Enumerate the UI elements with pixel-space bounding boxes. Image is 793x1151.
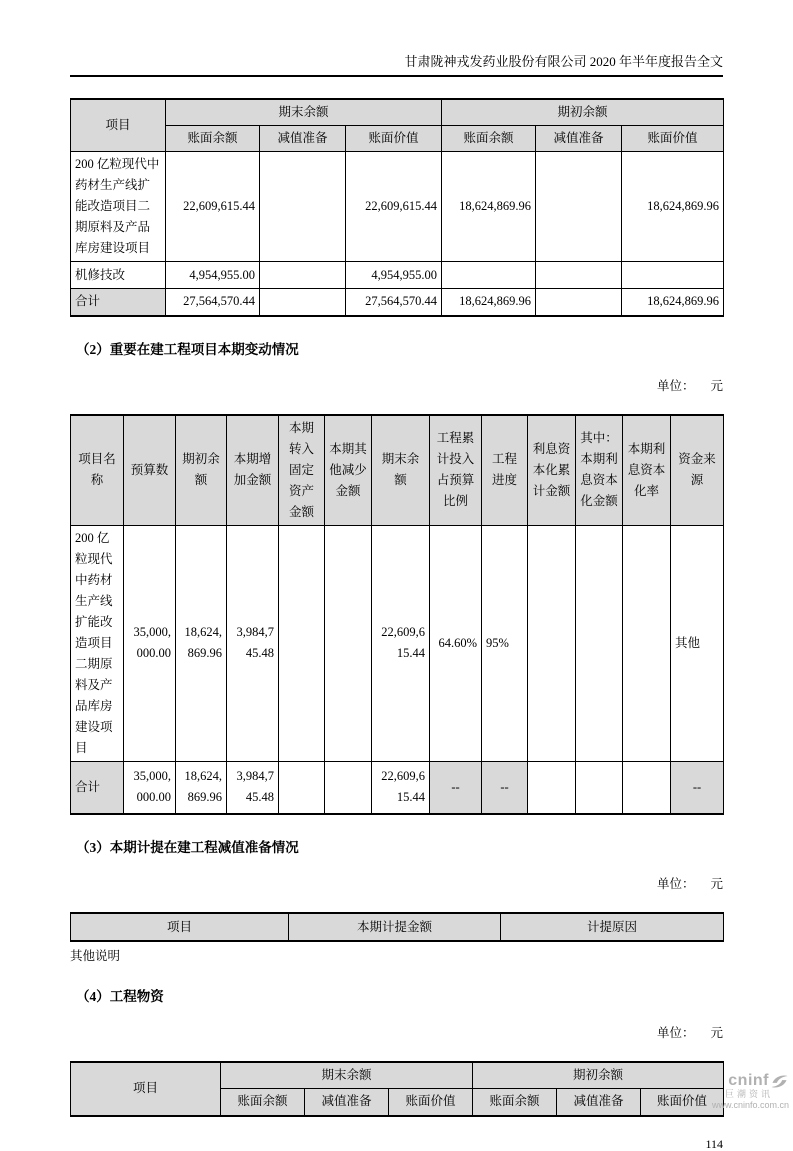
header-cell: 账面价值 bbox=[346, 126, 442, 152]
table-header-row bbox=[71, 913, 724, 941]
header-cell: 期初余额 bbox=[442, 99, 724, 126]
data-cell: 18,624,869.96 bbox=[442, 152, 536, 262]
other-note: 其他说明 bbox=[70, 949, 121, 963]
data-cell: 4,954,955.00 bbox=[346, 262, 442, 289]
unit-label: 单位： bbox=[656, 877, 695, 891]
unit-line bbox=[70, 379, 723, 393]
data-cell bbox=[528, 761, 576, 814]
data-cell bbox=[279, 761, 325, 814]
cip-changes-table bbox=[70, 414, 724, 816]
data-cell: 35,000,000.00 bbox=[124, 525, 176, 761]
header-cell: 本期其他减少金额 bbox=[325, 415, 372, 526]
data-cell bbox=[622, 262, 724, 289]
cip-balance-table bbox=[70, 98, 724, 317]
total-row bbox=[71, 761, 724, 814]
data-cell bbox=[576, 525, 623, 761]
data-cell: -- bbox=[482, 761, 528, 814]
data-cell: 18,624,869.96 bbox=[176, 525, 227, 761]
logo-row bbox=[697, 1073, 789, 1089]
project-name-cell: 200 亿粒现代中药材生产线扩能改造项目二期原料及产品库房建设项目 bbox=[71, 525, 124, 761]
data-cell: 22,609,615.44 bbox=[372, 525, 430, 761]
header-divider bbox=[70, 75, 723, 77]
header-cell: 计提原因 bbox=[501, 913, 724, 941]
engineering-materials-table bbox=[70, 1061, 724, 1117]
data-cell: 18,624,869.96 bbox=[442, 289, 536, 316]
cninfo-caption: 巨潮资讯 bbox=[724, 1089, 773, 1099]
data-cell: 18,624,869.96 bbox=[176, 761, 227, 814]
unit-line bbox=[70, 877, 723, 891]
header-cell: 项目名称 bbox=[71, 415, 124, 526]
document-title: 甘肃陇神戎发药业股份有限公司 2020 年半年度报告全文 bbox=[404, 54, 723, 69]
header-cell: 工程进度 bbox=[482, 415, 528, 526]
data-cell bbox=[528, 525, 576, 761]
project-name-cell: 200 亿粒现代中药材生产线扩能改造项目二期原料及产品库房建设项目 bbox=[71, 152, 166, 262]
table-header-row bbox=[71, 1062, 724, 1089]
data-cell bbox=[325, 525, 372, 761]
data-cell bbox=[442, 262, 536, 289]
table-row bbox=[71, 152, 724, 262]
header-cell: 期初余额 bbox=[176, 415, 227, 526]
data-cell: -- bbox=[671, 761, 724, 814]
header-cell: 账面价值 bbox=[641, 1089, 724, 1116]
data-cell: -- bbox=[430, 761, 482, 814]
header-cell: 账面余额 bbox=[442, 126, 536, 152]
unit-label: 单位： bbox=[656, 1026, 695, 1040]
header-cell: 账面余额 bbox=[221, 1089, 305, 1116]
unit-value: 元 bbox=[710, 378, 723, 393]
data-cell bbox=[536, 262, 622, 289]
table-header-row bbox=[71, 415, 724, 526]
data-cell bbox=[325, 761, 372, 814]
header-cell: 资金来源 bbox=[671, 415, 724, 526]
header-cell: 项目 bbox=[71, 99, 166, 152]
header-cell: 工程累计投入占预算比例 bbox=[430, 415, 482, 526]
table-subheader-row bbox=[71, 126, 724, 152]
data-cell bbox=[536, 152, 622, 262]
total-label-cell: 合计 bbox=[71, 761, 124, 814]
data-cell: 22,609,615.44 bbox=[372, 761, 430, 814]
data-cell: 27,564,570.44 bbox=[166, 289, 260, 316]
header-cell: 利息资本化累计金额 bbox=[528, 415, 576, 526]
data-cell: 18,624,869.96 bbox=[622, 289, 724, 316]
data-cell bbox=[623, 761, 671, 814]
unit-value: 元 bbox=[710, 1026, 723, 1040]
table-header-row bbox=[71, 99, 724, 126]
data-cell bbox=[536, 289, 622, 316]
header-cell: 本期利息资本化率 bbox=[623, 415, 671, 526]
header-cell: 账面余额 bbox=[473, 1089, 557, 1116]
data-cell: 4,954,955.00 bbox=[166, 262, 260, 289]
data-cell bbox=[260, 262, 346, 289]
page-number: 114 bbox=[705, 1136, 723, 1151]
data-cell: 22,609,615.44 bbox=[166, 152, 260, 262]
data-cell bbox=[279, 525, 325, 761]
cninfo-swirl-icon bbox=[770, 1074, 789, 1089]
header-cell: 其中：本期利息资本化金额 bbox=[576, 415, 623, 526]
cninfo-logo bbox=[697, 1073, 789, 1110]
header-cell: 减值准备 bbox=[305, 1089, 389, 1116]
header-cell: 本期计提金额 bbox=[289, 913, 501, 941]
table-row bbox=[71, 525, 724, 761]
header-cell: 期末余额 bbox=[166, 99, 442, 126]
header-cell: 减值准备 bbox=[260, 126, 346, 152]
cninfo-url: www.cninfo.com.cn bbox=[711, 1100, 789, 1110]
data-cell bbox=[576, 761, 623, 814]
cip-impairment-table bbox=[70, 912, 724, 942]
data-cell: 3,984,745.48 bbox=[227, 525, 279, 761]
header-cell: 减值准备 bbox=[557, 1089, 641, 1116]
table-row bbox=[71, 262, 724, 289]
header-cell: 期初余额 bbox=[473, 1062, 724, 1089]
data-cell: 27,564,570.44 bbox=[346, 289, 442, 316]
data-cell: 64.60% bbox=[430, 525, 482, 761]
header-cell: 账面价值 bbox=[622, 126, 724, 152]
section-heading-3: （3）本期计提在建工程减值准备情况 bbox=[76, 840, 299, 855]
header-cell: 账面余额 bbox=[166, 126, 260, 152]
header-cell: 期末余额 bbox=[372, 415, 430, 526]
cninfo-brand-text: cninf bbox=[728, 1072, 769, 1089]
unit-line bbox=[70, 1026, 723, 1040]
header-cell: 减值准备 bbox=[536, 126, 622, 152]
header-cell: 本期增加金额 bbox=[227, 415, 279, 526]
header-cell: 本期转入固定资产金额 bbox=[279, 415, 325, 526]
section-heading-2: （2）重要在建工程项目本期变动情况 bbox=[76, 341, 299, 357]
header-cell: 预算数 bbox=[124, 415, 176, 526]
total-label-cell: 合计 bbox=[71, 289, 166, 316]
data-cell: 18,624,869.96 bbox=[622, 152, 724, 262]
header-cell: 项目 bbox=[71, 913, 289, 941]
data-cell bbox=[623, 525, 671, 761]
unit-label: 单位： bbox=[656, 378, 695, 393]
data-cell: 3,984,745.48 bbox=[227, 761, 279, 814]
header-cell: 项目 bbox=[71, 1062, 221, 1116]
data-cell: 22,609,615.44 bbox=[346, 152, 442, 262]
data-cell: 其他 bbox=[671, 525, 724, 761]
header-cell: 账面价值 bbox=[389, 1089, 473, 1116]
data-cell bbox=[260, 152, 346, 262]
total-row bbox=[71, 289, 724, 316]
unit-value: 元 bbox=[710, 877, 723, 891]
document-header bbox=[70, 0, 723, 69]
project-name-cell: 机修技改 bbox=[71, 262, 166, 289]
section-heading-4: （4）工程物资 bbox=[76, 989, 164, 1004]
data-cell: 35,000,000.00 bbox=[124, 761, 176, 814]
data-cell bbox=[260, 289, 346, 316]
header-cell: 期末余额 bbox=[221, 1062, 473, 1089]
data-cell: 95% bbox=[482, 525, 528, 761]
